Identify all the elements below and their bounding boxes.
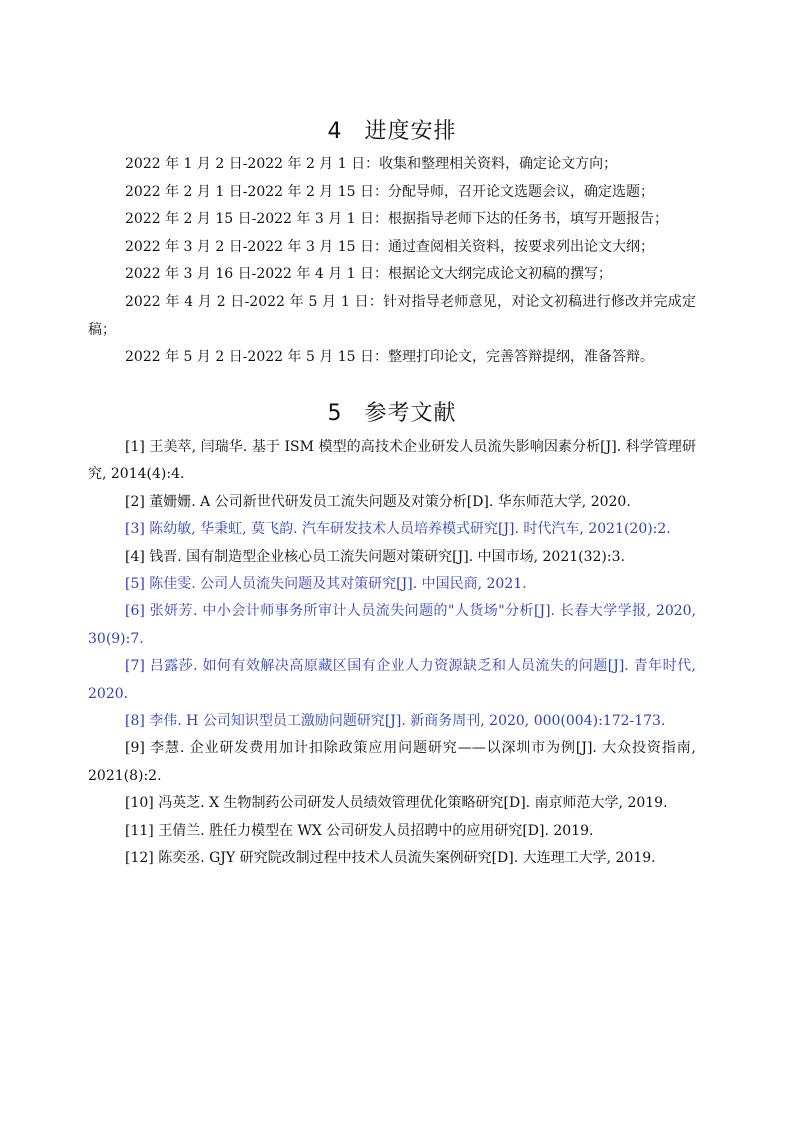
reference-item: [4] 钱晋. 国有制造型企业核心员工流失问题对策研究[J]. 中国市场, 2021(32):3.	[125, 548, 625, 565]
reference-item: [3] 陈幼敏, 华秉虹, 莫飞韵. 汽车研发技术人员培养模式研究[J]. 时代汽车, 2021(20):2.	[125, 521, 671, 538]
schedule-item: 2022 年 4 月 2 日-2022 年 5 月 1 日：针对指导老师意见，对论文初稿进行修改并完成定稿；	[88, 293, 696, 338]
schedule-item: 2022 年 3 月 16 日-2022 年 4 月 1 日：根据论文大纲完成论文初稿的撰写；	[125, 266, 613, 283]
reference-item: [1] 王美萃, 闫瑞华. 基于 ISM 模型的高技术企业研发人员流失影响因素分析[J]. 科学管理研究, 2014(4):4.	[88, 439, 696, 483]
reference-list	[88, 434, 696, 873]
schedule-item: 2022 年 2 月 1 日-2022 年 2 月 15 日：分配导师，召开论文选题会议，确定选题；	[125, 183, 655, 200]
reference-item: [12] 陈奕丞. GJY 研究院改制过程中技术人员流失案例研究[D]. 大连理工大学, 2019.	[125, 850, 656, 867]
reference-item: [8] 李伟. H 公司知识型员工激励问题研究[J]. 新商务周刊, 2020, 000(004):172-173.	[125, 713, 666, 730]
schedule-item: 2022 年 3 月 2 日-2022 年 3 月 15 日：通过查阅相关资料，按要求列出论文大纲；	[125, 238, 655, 255]
reference-item: [5] 陈佳雯. 公司人员流失问题及其对策研究[J]. 中国民商, 2021.	[125, 576, 527, 593]
section-4-heading	[88, 114, 696, 145]
reference-item: [2] 董姗姗. A 公司新世代研发员工流失问题及对策分析[D]. 华东师范大学, 2020.	[125, 493, 631, 510]
section-4-number: 4	[327, 119, 343, 144]
reference-item: [9] 李慧. 企业研发费用加计扣除政策应用问题研究——以深圳市为例[J]. 大众投资指南, 2021(8):2.	[88, 740, 696, 784]
section-5-title: 参考文献	[364, 401, 457, 426]
section-5-heading	[88, 396, 696, 427]
schedule-item: 2022 年 1 月 2 日-2022 年 2 月 1 日：收集和整理相关资料，确定论文方向；	[125, 156, 618, 172]
schedule-item: 2022 年 5 月 2 日-2022 年 5 月 15 日：整理打印论文，完善答辩提纲，准备答辩。	[125, 349, 655, 366]
schedule-item: 2022 年 2 月 15 日-2022 年 3 月 1 日：根据指导老师下达的任务书，填写开题报告；	[125, 211, 669, 228]
reference-item: [6] 张妍芳. 中小会计师事务所审计人员流失问题的"人货场"分析[J]. 长春大学学报, 2020, 30(9):7.	[88, 603, 696, 647]
section-5-number: 5	[327, 401, 343, 426]
section-4-title: 进度安排	[364, 119, 457, 144]
schedule-list	[88, 151, 696, 372]
reference-item: [7] 吕露莎. 如何有效解决高原藏区国有企业人力资源缺乏和人员流失的问题[J]. 青年时代, 2020.	[88, 658, 696, 702]
reference-item: [10] 冯英芝. X 生物制药公司研发人员绩效管理优化策略研究[D]. 南京师范大学, 2019.	[125, 795, 668, 812]
reference-item: [11] 王倩兰. 胜任力模型在 WX 公司研发人员招聘中的应用研究[D]. 2019.	[125, 822, 594, 839]
